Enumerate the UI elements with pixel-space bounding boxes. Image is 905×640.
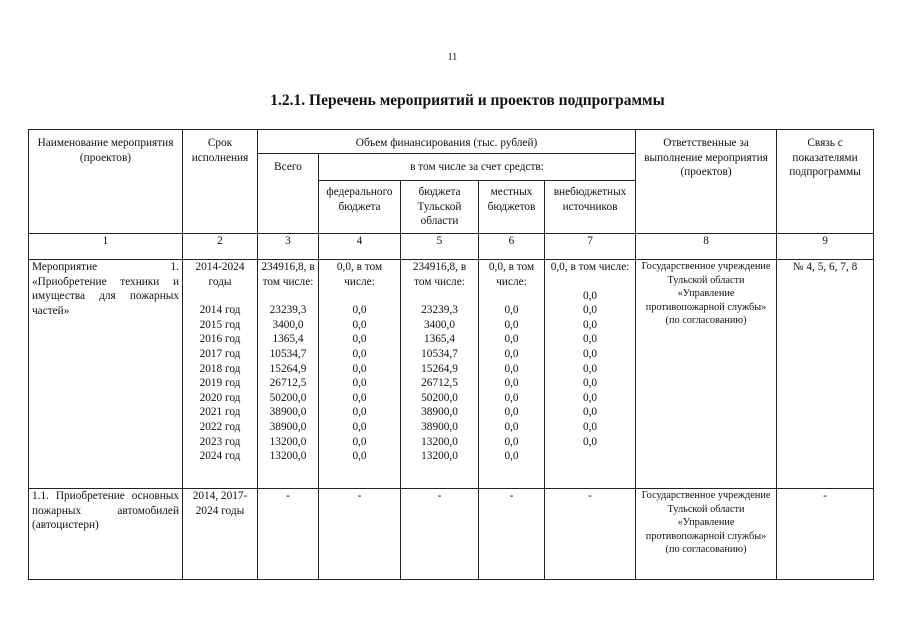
header-name: Наименование мероприятия (проектов) <box>29 130 183 234</box>
header-federal: федерального бюджета <box>319 181 401 234</box>
link-cell: - <box>777 489 874 580</box>
year-value: 0,0 <box>582 289 598 302</box>
year-value: 38900,0 <box>421 406 458 419</box>
total-cell: - <box>258 489 319 580</box>
year-value: 0,0 <box>504 377 519 390</box>
year-value: 0,0 <box>352 420 367 433</box>
year-value: 2015 год <box>199 318 241 331</box>
year-value: 1365,4 <box>272 333 304 346</box>
activity-term <box>183 260 258 489</box>
year-value: 0,0 <box>352 450 367 463</box>
year-value: 0,0 <box>504 420 519 433</box>
year-value: 0,0 <box>352 304 367 317</box>
year-value: 2018 год <box>199 362 241 375</box>
column-number: 6 <box>479 234 545 260</box>
year-value: 0,0 <box>504 450 519 463</box>
year-value: 0,0 <box>504 362 519 375</box>
year-value: 1365,4 <box>423 333 456 346</box>
year-value: 0,0 <box>352 333 367 346</box>
year-value: 0,0 <box>504 406 519 419</box>
year-value: 2023 год <box>199 435 241 448</box>
year-value: 50200,0 <box>421 391 458 404</box>
federal-by-year <box>322 303 397 464</box>
year-value: 15264,9 <box>421 362 458 375</box>
year-value: 0,0 <box>352 377 367 390</box>
link-cell: № 4, 5, 6, 7, 8 <box>777 260 874 489</box>
year-value: 0,0 <box>504 435 519 448</box>
local-cell <box>479 260 545 489</box>
header-term: Срок исполнения <box>183 130 258 234</box>
responsible-cell: Государственное учреждение Тульской области «Управление противопожарной службы» (по согласованию) <box>636 260 777 489</box>
column-number: 9 <box>777 234 874 260</box>
regional-cell <box>401 260 479 489</box>
year-value: 23239,3 <box>421 304 458 317</box>
column-number: 8 <box>636 234 777 260</box>
column-number: 5 <box>401 234 479 260</box>
federal-summary: 0,0, в том числе: <box>336 261 383 288</box>
year-value: 0,0 <box>352 391 367 404</box>
extrabudgetary-cell <box>545 260 636 489</box>
year-list <box>186 303 254 464</box>
year-value: 2016 год <box>199 333 241 346</box>
year-value: 0,0 <box>582 420 598 433</box>
year-value: 15264,9 <box>269 362 307 375</box>
header-link: Связь с показателями подпрограммы <box>777 130 874 234</box>
year-value: 23239,3 <box>269 304 307 317</box>
column-number-row <box>29 234 874 260</box>
year-value: 2022 год <box>199 420 241 433</box>
year-value: 0,0 <box>582 435 598 448</box>
document-title: 1.2.1. Перечень мероприятий и проектов подпрограммы <box>270 92 665 109</box>
year-value: 13200,0 <box>269 450 307 463</box>
header-total: Всего <box>258 154 319 234</box>
header-funding: Объем финансирования (тыс. рублей) <box>258 130 636 154</box>
local-by-year <box>482 303 541 464</box>
year-value: 0,0 <box>352 347 367 360</box>
year-value: 0,0 <box>582 362 598 375</box>
header-extrabudgetary: внебюджетных источников <box>545 181 636 234</box>
year-value: 3400,0 <box>423 318 456 331</box>
year-value: 38900,0 <box>421 420 458 433</box>
activities-table <box>28 129 874 580</box>
year-value: 2014 год <box>199 304 241 317</box>
column-number: 1 <box>29 234 183 260</box>
year-value: 0,0 <box>582 406 598 419</box>
responsible-cell: Государственное учреждение Тульской области «Управление противопожарной службы» (по согласованию) <box>636 489 777 580</box>
federal-cell: - <box>319 489 401 580</box>
year-value: 13200,0 <box>421 435 458 448</box>
header-including: в том числе за счет средств: <box>319 154 636 181</box>
year-value: 0,0 <box>352 318 367 331</box>
activity-name: 1.1. Приобретение основных пожарных автомобилей (автоцистерн) <box>29 489 183 580</box>
year-value: 0,0 <box>504 347 519 360</box>
activity-name: Мероприятие 1. «Приобретение техники и имущества для пожарных частей» <box>29 260 183 489</box>
header-responsible: Ответственные за выполнение мероприятия (проектов) <box>636 130 777 234</box>
year-value: 0,0 <box>582 347 598 360</box>
column-number: 7 <box>545 234 636 260</box>
column-number: 3 <box>258 234 319 260</box>
regional-cell: - <box>401 489 479 580</box>
year-value: 0,0 <box>352 435 367 448</box>
year-value: 0,0 <box>582 377 598 390</box>
year-value: 0,0 <box>582 391 598 404</box>
federal-cell <box>319 260 401 489</box>
year-value: 2019 год <box>199 377 241 390</box>
year-value: 50200,0 <box>269 391 307 404</box>
page-number: 11 <box>447 52 458 63</box>
year-value: 0,0 <box>504 333 519 346</box>
year-value: 0,0 <box>504 318 519 331</box>
local-summary: 0,0, в том числе: <box>488 261 535 288</box>
term-text: 2014-2024 годы <box>195 261 245 288</box>
year-value: 38900,0 <box>269 406 307 419</box>
year-value: 13200,0 <box>421 450 458 463</box>
year-value: 2024 год <box>199 450 241 463</box>
extrabudgetary-by-year <box>548 289 632 450</box>
year-value: 3400,0 <box>272 318 304 331</box>
year-value: 0,0 <box>582 333 598 346</box>
column-number: 4 <box>319 234 401 260</box>
year-value: 0,0 <box>352 406 367 419</box>
year-value: 10534,7 <box>269 347 307 360</box>
total-summary: 234916,8, в том числе: <box>261 261 315 288</box>
table-row <box>29 260 874 489</box>
year-value: 0,0 <box>504 391 519 404</box>
column-number: 2 <box>183 234 258 260</box>
year-value: 0,0 <box>582 318 598 331</box>
table-row <box>29 489 874 580</box>
extrabudgetary-summary: 0,0, в том числе: <box>550 261 630 273</box>
regional-summary: 234916,8, в том числе: <box>412 261 467 288</box>
extrabudgetary-cell: - <box>545 489 636 580</box>
local-cell: - <box>479 489 545 580</box>
year-value: 10534,7 <box>421 347 458 360</box>
year-value: 0,0 <box>352 362 367 375</box>
year-value: 26712,5 <box>421 377 458 390</box>
activity-term: 2014, 2017-2024 годы <box>183 489 258 580</box>
year-value: 0,0 <box>582 304 598 317</box>
year-value: 26712,5 <box>269 377 307 390</box>
regional-by-year <box>404 303 475 464</box>
year-value: 0,0 <box>504 304 519 317</box>
year-value: 2017 год <box>199 347 241 360</box>
header-local: местных бюджетов <box>479 181 545 234</box>
header-regional: бюджета Тульской области <box>401 181 479 234</box>
year-value: 38900,0 <box>269 420 307 433</box>
total-cell <box>258 260 319 489</box>
year-value: 13200,0 <box>269 435 307 448</box>
total-by-year <box>261 303 315 464</box>
year-value: 2021 год <box>199 406 241 419</box>
year-value: 2020 год <box>199 391 241 404</box>
